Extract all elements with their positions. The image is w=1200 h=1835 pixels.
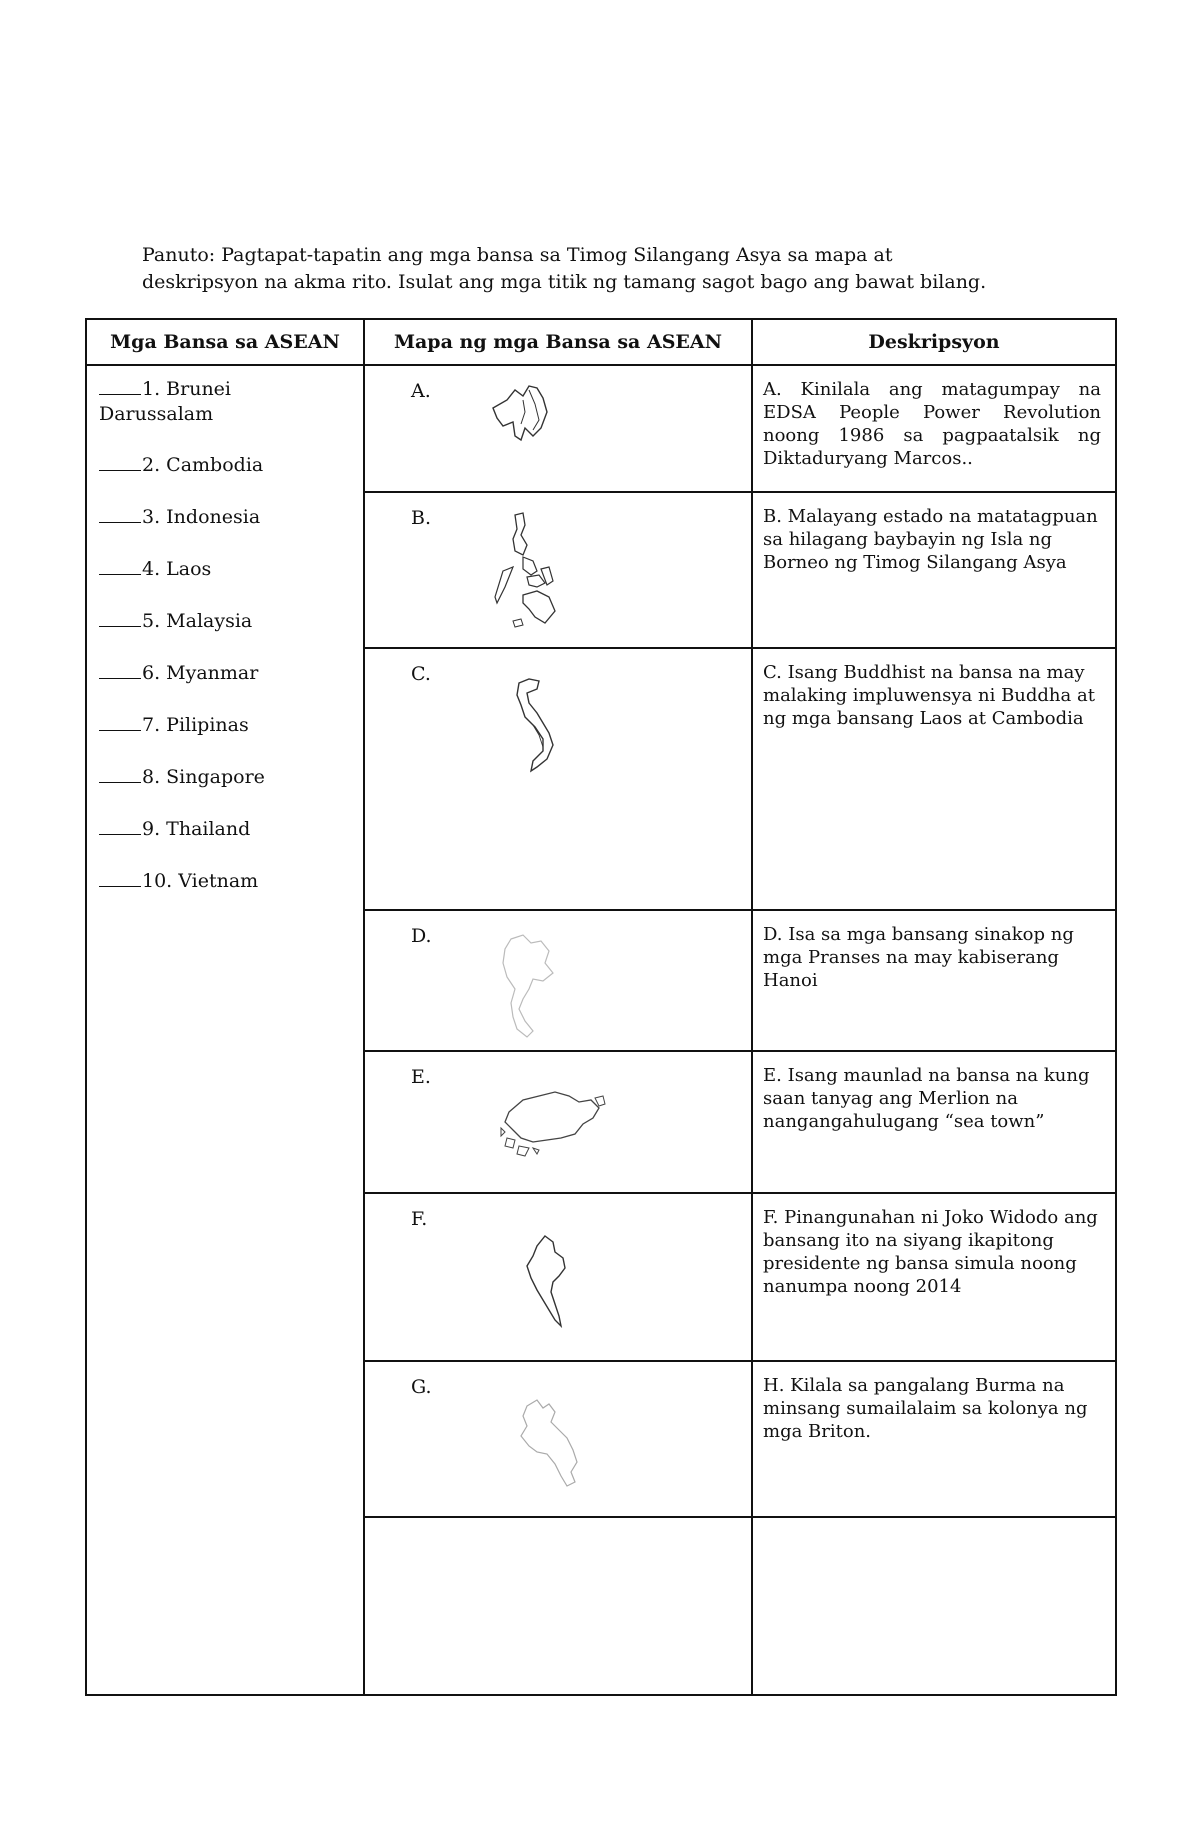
description-cell-d — [752, 910, 1116, 1051]
country-label: 5. Malaysia — [142, 610, 253, 632]
answer-blank[interactable] — [99, 452, 141, 471]
list-item — [99, 868, 355, 894]
country-list-cell — [86, 365, 364, 1695]
empty-map-cell — [364, 1517, 752, 1695]
list-item — [99, 452, 355, 478]
country-label: 4. Laos — [142, 558, 212, 580]
country-list — [87, 366, 363, 894]
list-item — [99, 816, 355, 842]
map-letter: D. — [411, 925, 432, 947]
answer-blank[interactable] — [99, 764, 141, 783]
map-cell-c — [364, 648, 752, 910]
country-label: 9. Thailand — [142, 818, 251, 840]
instructions-line-2: deskripsyon na akma rito. Isulat ang mga titik ng tamang sagot bago ang bawat bilang. — [142, 271, 987, 293]
philippines-map-icon — [493, 511, 563, 636]
country-label: 8. Singapore — [142, 766, 265, 788]
description-text: H. Kilala sa pangalang Burma na minsang sumailalaim sa kolonya ng mga Briton. — [763, 1375, 1088, 1442]
description-text: F. Pinangunahan ni Joko Widodo ang bansang ito na siyang ikapitong presidente ng bansa simula noong nanumpa noong 2014 — [763, 1207, 1098, 1297]
description-text: D. Isa sa mga bansang sinakop ng mga Pranses na may kabiserang Hanoi — [763, 924, 1074, 991]
vietnam-map-icon — [513, 675, 563, 775]
answer-blank[interactable] — [99, 712, 141, 731]
description-text: E. Isang maunlad na bansa na kung saan tanyag ang Merlion na nangangahulugang “sea town” — [763, 1065, 1090, 1132]
map-cell-e — [364, 1051, 752, 1193]
answer-blank[interactable] — [99, 504, 141, 523]
list-item — [99, 556, 355, 582]
header-description: Deskripsyon — [752, 319, 1116, 365]
country-label: 1. Brunei — [142, 378, 232, 400]
list-item — [99, 764, 355, 790]
country-label: 2. Cambodia — [142, 454, 264, 476]
description-cell-c — [752, 648, 1116, 910]
answer-blank[interactable] — [99, 608, 141, 627]
map-letter: C. — [411, 663, 431, 685]
description-cell-g — [752, 1361, 1116, 1517]
answer-blank[interactable] — [99, 376, 141, 395]
country-label: 6. Myanmar — [142, 662, 259, 684]
description-cell-a — [752, 365, 1116, 492]
map-cell-g — [364, 1361, 752, 1517]
matching-table — [85, 318, 1117, 1696]
answer-blank[interactable] — [99, 556, 141, 575]
list-item — [99, 376, 355, 427]
country-label-cont: Darussalam — [99, 403, 214, 425]
thailand-map-icon — [493, 933, 563, 1043]
description-text: B. Malayang estado na matatagpuan sa hilagang baybayin ng Isla ng Borneo ng Timog Silangang Asya — [763, 506, 1098, 573]
country-label: 3. Indonesia — [142, 506, 261, 528]
map-cell-b — [364, 492, 752, 648]
country-label: 10. Vietnam — [142, 870, 259, 892]
map-cell-a — [364, 365, 752, 492]
map-letter: E. — [411, 1066, 431, 1088]
map-letter: B. — [411, 507, 432, 529]
map-cell-f — [364, 1193, 752, 1361]
description-text: C. Isang Buddhist na bansa na may malaking impluwensya ni Buddha at ng mga bansang Laos at Cambodia — [763, 662, 1095, 729]
country-label: 7. Pilipinas — [142, 714, 249, 736]
map-cell-d — [364, 910, 752, 1051]
map-letter: F. — [411, 1208, 428, 1230]
answer-blank[interactable] — [99, 660, 141, 679]
description-cell-b — [752, 492, 1116, 648]
instructions-line-1: Panuto: Pagtapat-tapatin ang mga bansa sa Timog Silangang Asya sa mapa at — [142, 244, 893, 266]
map-letter: A. — [411, 380, 431, 402]
header-countries: Mga Bansa sa ASEAN — [86, 319, 364, 365]
description-cell-e — [752, 1051, 1116, 1193]
list-item — [99, 504, 355, 530]
description-text: A. Kinilala ang matagumpay na EDSA People Power Revolution noong 1986 sa pagpaatalsik ng Diktaduryang Marcos.. — [763, 379, 1101, 469]
instructions — [142, 242, 1102, 296]
list-item — [99, 712, 355, 738]
laos-map-icon — [513, 1396, 583, 1491]
brunei-map-icon — [485, 378, 555, 448]
singapore-map-icon — [499, 1082, 609, 1162]
list-item — [99, 660, 355, 686]
header-row — [86, 319, 1116, 365]
header-maps: Mapa ng mga Bansa sa ASEAN — [364, 319, 752, 365]
map-letter: G. — [411, 1376, 432, 1398]
myanmar-map-icon — [523, 1234, 573, 1329]
answer-blank[interactable] — [99, 868, 141, 887]
list-item — [99, 608, 355, 634]
answer-blank[interactable] — [99, 816, 141, 835]
table-row — [86, 365, 1116, 492]
empty-description-cell — [752, 1517, 1116, 1695]
description-cell-f — [752, 1193, 1116, 1361]
